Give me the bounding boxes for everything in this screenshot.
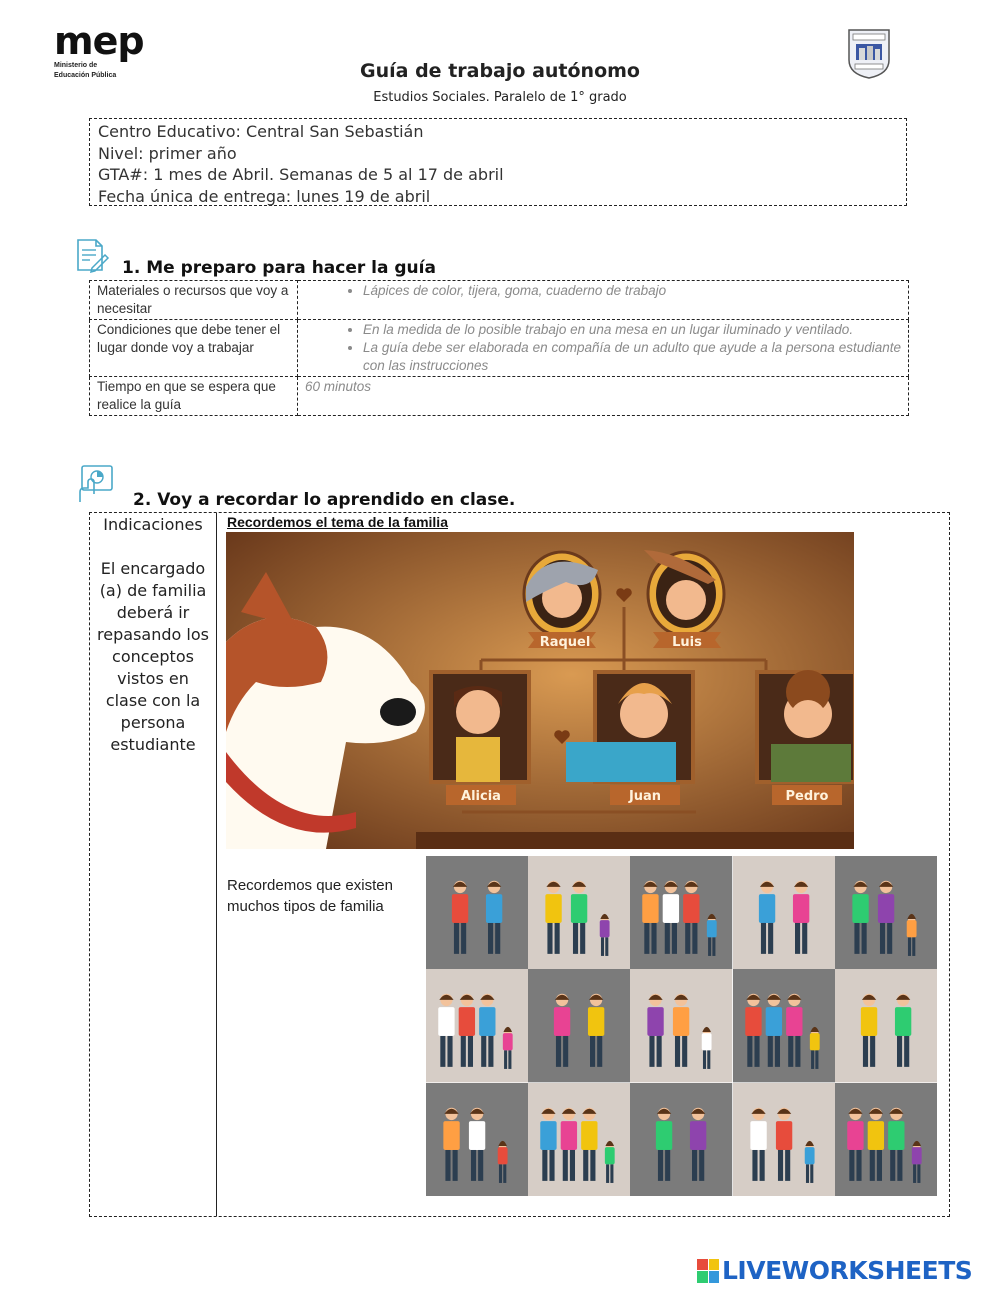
list-item: • Lápices de color, tijera, goma, cuaderno de trabajo — [363, 282, 901, 300]
page-title: Guía de trabajo autónomo — [360, 60, 640, 82]
family-types-grid — [426, 856, 937, 1196]
family-type-cell — [528, 856, 630, 969]
school-crest-icon — [846, 24, 892, 80]
row-label: Tiempo en que se espera que realice la guía — [90, 377, 298, 416]
instructions-text: El encargado (a) de familia deberá ir repasando los conceptos vistos en clase con la persona estudiante — [97, 559, 209, 754]
preparation-table — [89, 280, 909, 416]
liveworksheets-logo — [697, 1256, 972, 1285]
table-row — [90, 320, 909, 377]
liveworksheets-badge-icon — [697, 1259, 719, 1283]
section-1-title: 1. Me preparo para hacer la guía — [122, 258, 436, 278]
family-name-label: Pedro — [785, 789, 829, 804]
family-type-cell — [426, 856, 528, 969]
family-type-cell — [426, 1083, 528, 1196]
family-type-cell — [426, 969, 528, 1082]
mep-logo-subtitle-1: Ministerio de — [54, 62, 98, 69]
family-type-cell — [528, 1083, 630, 1196]
document-pencil-icon — [74, 238, 110, 274]
family-type-cell — [733, 969, 835, 1082]
table-row — [90, 377, 909, 416]
family-name-label: Raquel — [539, 635, 591, 650]
family-type-cell — [835, 969, 937, 1082]
mep-logo — [54, 19, 154, 84]
list-item: • En la medida de lo posible trabajo en una mesa en un lugar iluminado y ventilado. — [363, 321, 901, 339]
row-value: 60 minutos — [298, 377, 909, 416]
page-subtitle: Estudios Sociales. Paralelo de 1° grado — [373, 90, 627, 105]
info-school: Centro Educativo: Central San Sebastián — [98, 122, 424, 141]
section-2-title: 2. Voy a recordar lo aprendido en clase. — [133, 490, 516, 510]
row-value — [298, 281, 909, 320]
info-level: Nivel: primer año — [98, 143, 237, 163]
family-types-text: Recordemos que existen muchos tipos de familia — [227, 877, 393, 915]
info-gta: GTA#: 1 mes de Abril. Semanas de 5 al 17 de abril — [98, 165, 504, 184]
family-type-cell — [733, 856, 835, 969]
row-label: Materiales o recursos que voy a necesitar — [90, 281, 298, 320]
family-type-cell — [630, 969, 732, 1082]
row-label: Condiciones que debe tener el lugar donde voy a trabajar — [90, 320, 298, 377]
family-type-cell — [630, 856, 732, 969]
mep-logo-word: mep — [54, 19, 144, 63]
family-type-cell — [528, 969, 630, 1082]
family-name-label: Luis — [672, 635, 702, 650]
family-type-cell — [835, 856, 937, 969]
info-box — [89, 118, 907, 206]
liveworksheets-brand: LIVEWORKSHEETS — [722, 1256, 973, 1285]
instructions-heading: Indicaciones — [103, 515, 203, 534]
family-name-label: Alicia — [461, 789, 501, 804]
row-value — [298, 320, 909, 377]
mep-logo-subtitle-2: Educación Pública — [54, 72, 117, 79]
info-due-date: Fecha única de entrega: lunes 19 de abril — [98, 186, 431, 206]
family-tree-illustration — [226, 532, 854, 849]
family-name-label: Juan — [628, 789, 662, 804]
family-topic-title: Recordemos el tema de la familia — [227, 514, 448, 530]
list-item: • La guía debe ser elaborada en compañía de un adulto que ayude a la persona estudiante con las instrucciones — [363, 339, 901, 375]
family-type-cell — [733, 1083, 835, 1196]
family-type-cell — [630, 1083, 732, 1196]
table-row — [90, 281, 909, 320]
family-type-cell — [835, 1083, 937, 1196]
column-divider — [216, 513, 217, 1216]
touch-screen-icon — [76, 464, 116, 504]
